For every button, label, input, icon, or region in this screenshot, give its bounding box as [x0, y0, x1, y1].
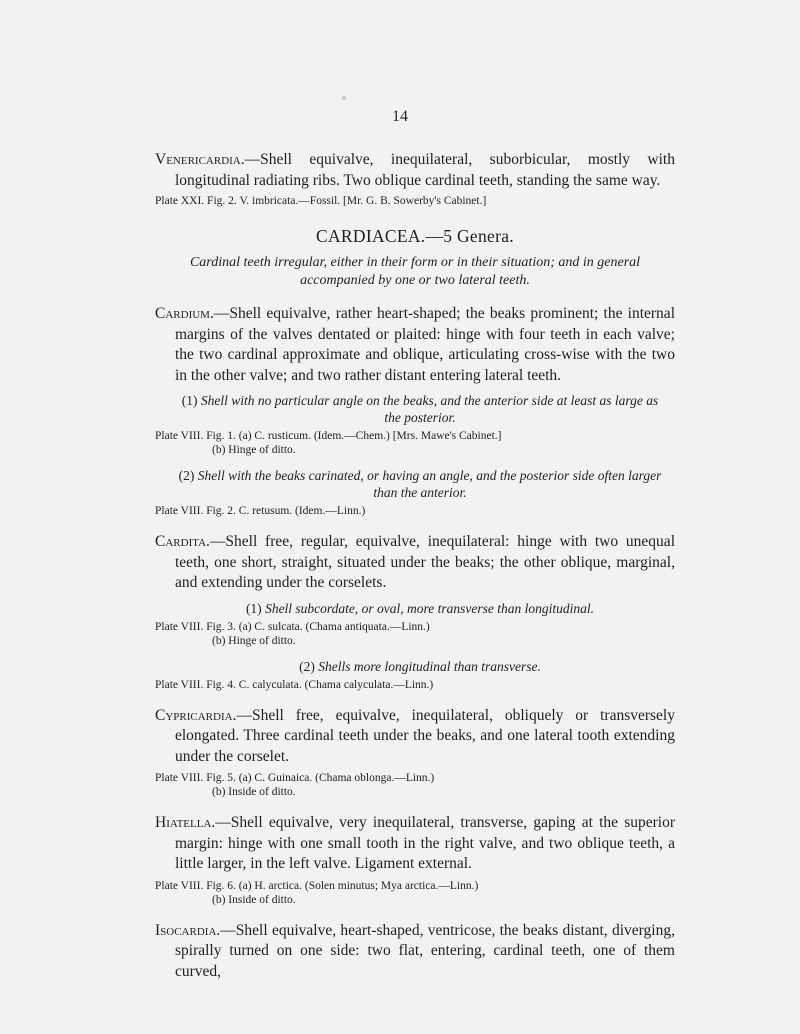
genus-name: Cypricardia.: [155, 706, 237, 724]
genus-name: Cardium.: [155, 305, 214, 322]
family-description: Cardinal teeth irregular, either in their form or in their situation; and in general accompanied by one or two lateral teeth.: [189, 255, 641, 288]
plate-reference: (b) Hinge of ditto.: [212, 444, 296, 456]
entry-hiatella: [155, 813, 675, 875]
plate-reference: Plate VIII. Fig. 6. (a) H. arctica. (Solen minutus; Mya arctica.—Linn.): [155, 879, 479, 892]
plate-reference: Plate VIII. Fig. 4. C. calyculata. (Chama calyculata.—Linn.): [155, 678, 434, 691]
page-content: [155, 150, 675, 982]
plate-reference: (b) Inside of ditto.: [212, 786, 296, 798]
plate-reference: Plate XXI. Fig. 2. V. imbricata.—Fossil. [Mr. G. B. Sowerby's Cabinet.]: [155, 195, 487, 207]
plate-reference: Plate VIII. Fig. 1. (a) C. rusticum. (Idem.—Chem.) [Mrs. Mawe's Cabinet.]: [155, 430, 502, 442]
entry-isocardia: [155, 921, 675, 983]
entry-cardita: [155, 532, 675, 594]
page-number: 14: [392, 108, 408, 125]
division-heading: (1) Shell with no particular angle on the beaks, and the anterior side at least as large as the posterior.: [181, 393, 659, 425]
genus-description: —Shell equivalve, very inequilateral, transverse, gaping at the superior margin: hinge with one small tooth in the right valve, and two oblique teeth, a little larger, in the left valve. Ligament external.: [175, 814, 675, 872]
genus-name: Hiatella.: [155, 814, 216, 831]
genus-description: —Shell equivalve, rather heart-shaped; the beaks prominent; the internal margins of the valves dentated or plaited: hinge with four teeth in each valve; the two cardinal approximate and oblique, articulating cross-wise with the two in the other valve; and two rather distant entering lateral teeth.: [175, 305, 675, 384]
entry-venericardia: [155, 150, 675, 191]
paper-stain: [342, 96, 346, 100]
plate-reference: (b) Inside of ditto.: [212, 893, 296, 906]
entry-cypricardia: [155, 706, 675, 768]
genus-name: Venericardia.: [155, 151, 245, 168]
plate-reference: Plate VIII. Fig. 5. (a) C. Guinaica. (Chama oblonga.—Linn.): [155, 772, 435, 784]
genus-description: —Shell free, regular, equivalve, inequilateral: hinge with two unequal teeth, one short, straight, situated under the beaks; the other oblique, marginal, and extending under the corselets.: [175, 533, 675, 591]
family-title: CARDIACEA.—5 Genera.: [316, 226, 514, 246]
division-heading: (1) Shell subcordate, or oval, more transverse than longitudinal.: [245, 600, 595, 616]
genus-name: Cardita.: [155, 533, 210, 550]
division-heading: (2) Shells more longitudinal than transverse.: [299, 658, 541, 674]
entry-cardium: [155, 304, 675, 386]
division-heading: (2) Shell with the beaks carinated, or having an angle, and the posterior side often larger than the anterior.: [178, 468, 662, 500]
plate-reference: Plate VIII. Fig. 3. (a) C. sulcata. (Chama antiquata.—Linn.): [155, 620, 430, 633]
plate-reference: (b) Hinge of ditto.: [212, 634, 296, 647]
genus-description: —Shell equivalve, inequilateral, suborbicular, mostly with longitudinal radiating ribs. Two oblique cardinal teeth, standing the same way.: [175, 151, 675, 189]
genus-description: —Shell free, equivalve, inequilateral, obliquely or transversely elongated. Three cardinal teeth under the beaks, and one lateral tooth extending under the corselet.: [175, 706, 675, 765]
genus-name: Isocardia.: [155, 921, 221, 939]
plate-reference: Plate VIII. Fig. 2. C. retusum. (Idem.—Linn.): [155, 505, 366, 517]
genus-description: —Shell equivalve, heart-shaped, ventricose, the beaks distant, diverging, spirally turned on one side: two flat, entering, cardinal teeth, one of them curved,: [175, 921, 675, 980]
